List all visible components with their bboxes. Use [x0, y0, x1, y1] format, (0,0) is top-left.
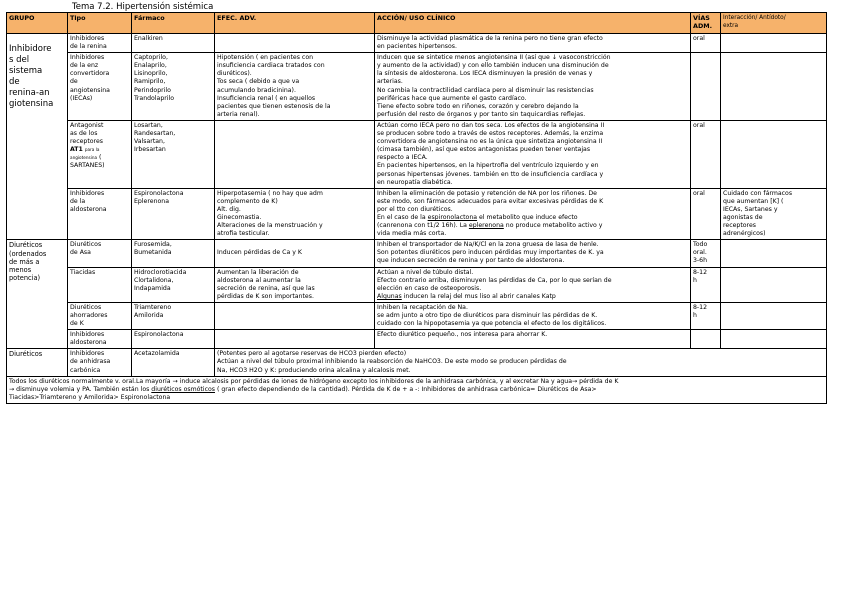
table-row	[7, 302, 827, 329]
efec-cell	[215, 330, 375, 349]
interaccion-cell	[721, 53, 827, 121]
tipo-cell: Diuréticos ahorradores de K	[68, 302, 132, 329]
accion-cell: Actúan como IECA pero no dan tos seca. Los efectos de la angiotensina II se producen sobre todo a través de estos receptores. Además, la enzima convertidora de angiotensina no es la única que sintetiza angiotensina II (cimasa también), así que estos antagonistas pueden tener ventajas respecto a IECA. En pacientes hipertensos, en la hipertrofia del ventrículo izquierdo y en personas hipertensas jóvenes. también en tto de insuficiencia cardíaca y en neuropatía diabética.	[375, 120, 691, 188]
vias-cell: oral	[691, 188, 721, 240]
header-interaccion: Interacción/ Antídoto/ extra	[721, 13, 827, 34]
interaccion-cell	[721, 267, 827, 302]
vias-cell: oral	[691, 120, 721, 188]
tipo-cell: Diuréticos de Asa	[68, 240, 132, 267]
table-row	[7, 240, 827, 267]
header-efectos-adversos: EFEC. ADV.	[215, 13, 375, 34]
header-farmaco: Fármaco	[132, 13, 215, 34]
header-accion-uso-clinico: ACCIÓN/ USO CLÍNICO	[375, 13, 691, 34]
vias-cell: 8-12 h	[691, 302, 721, 329]
efec-cell: Hiperpotasemia ( no hay que adm complemento de K) Alt. dig. Ginecomastia. Alteraciones de la menstruación y atrofia testicular.	[215, 188, 375, 240]
tipo-cell: Inhibidores de la aldosterona	[68, 188, 132, 240]
footer-row	[7, 376, 827, 404]
group-cell-diureticos-anhidrasa: Diuréticos	[7, 349, 68, 376]
efec-cell: Inducen pérdidas de Ca y K	[215, 240, 375, 267]
header-grupo: GRUPO	[7, 13, 68, 34]
farmaco-cell: Triamtereno Amilorida	[132, 302, 215, 329]
vias-cell	[691, 53, 721, 121]
table-row	[7, 120, 827, 188]
interaccion-cell	[721, 302, 827, 329]
footer-note: Todos los diuréticos normalmente v. oral.La mayoría → induce alcalosis por pérdidas de iones de hidrógeno excepto los inhibidores de la anhidrasa carbónica, y al excretar Na y agua→ pérdida de K → disminuye volemia y PA. También están los diuréticos osmóticos ( gran efecto dependiendo de la cantidad). Pérdida de K de + a -: Inhibidores de anhidrasa carbónica= Diuréticos de Asa> Tiacidas>Triamtereno y Amilorida> Espironolactona	[7, 376, 827, 404]
interaccion-cell	[721, 330, 827, 349]
group-cell-diureticos: Diuréticos (ordenados de más a menos potencia)	[7, 240, 68, 349]
tipo-cell: Inhibidores de anhidrasa carbónica	[68, 349, 132, 376]
table-row	[7, 349, 827, 376]
farmaco-cell: Captoprilo, Enalaprilo, Lisinoprilo, Ramiprilo, Perindoprilo Trandolaprilo	[132, 53, 215, 121]
farmaco-cell: Acetazolamida	[132, 349, 215, 376]
group-cell-ras: Inhibidore s del sistema de renina-an giotensina	[7, 34, 68, 240]
accion-cell: Disminuye la actividad plasmática de la renina pero no tiene gran efecto en pacientes hipertensos.	[375, 34, 691, 53]
farmaco-cell: Furosemida, Bumetanida	[132, 240, 215, 267]
table-row	[7, 34, 827, 53]
interaccion-cell	[721, 240, 827, 267]
header-tipo: Tipo	[68, 13, 132, 34]
interaccion-cell	[721, 120, 827, 188]
farmaco-cell: Espironolactona	[132, 330, 215, 349]
tipo-cell: Tiacidas	[68, 267, 132, 302]
hypertension-drug-table	[6, 12, 827, 404]
accion-cell: Inhiben la eliminación de potasio y retención de NA por los riñones. De este modo, son fármacos adecuados para evitar excesivas pérdidas de K por el tto con diuréticos. En el caso de la espironolactona el metabolito que induce efecto (canrenona con t1/2 16h). La eplerenona no produce metabolito activo y vida media más corta.	[375, 188, 691, 240]
header-row	[7, 13, 827, 34]
table-row	[7, 330, 827, 349]
vias-cell	[691, 330, 721, 349]
interaccion-cell	[721, 34, 827, 53]
accion-cell: Efecto diurético pequeño., nos interesa para ahorrar K.	[375, 330, 691, 349]
farmaco-cell: Hidroclorotiacida Clortalidona, Indapamida	[132, 267, 215, 302]
efec-cell	[215, 120, 375, 188]
table-row	[7, 267, 827, 302]
page-title: Tema 7.2. Hipertensión sistémica	[72, 2, 214, 12]
vias-cell: oral	[691, 34, 721, 53]
accion-cell: (Potentes pero al agotarse reservas de HCO3 pierden efecto) Actúan a nivel del túbulo proximal inhibiendo la reabsorción de NaHCO3. De este modo se producen pérdidas de Na, HCO3 H2O y K: produciendo orina alcalina y alcalosis met.	[215, 349, 827, 376]
accion-cell: Inhiben el transportador de Na/K/Cl en la zona gruesa de lasa de henle. Son potentes diuréticos pero inducen pérdidas muy importantes de K. ya que inducen secreción de renina y por tanto de aldosterona.	[375, 240, 691, 267]
farmaco-cell: Espironolactona Eplerenona	[132, 188, 215, 240]
farmaco-cell: Enalkiren	[132, 34, 215, 53]
accion-cell: Actúan a nivel de túbulo distal. Efecto contrario arriba, disminuyen las pérdidas de Ca, por lo que serían de elección en caso de osteoporosis. Algunas inducen la relaj del mus liso al abrir canales Katp	[375, 267, 691, 302]
farmaco-cell: Losartan, Randesartan, Valsartan, Irbesartan	[132, 120, 215, 188]
efec-cell: Aumentan la liberación de aldosterona al aumentar la secreción de renina, así que las pérdidas de K son importantes.	[215, 267, 375, 302]
accion-cell: Inducen que se sintetice menos angiotensina II (así que ↓ vasoconstricción y aumento de la actividad) y con ello también inducen una disminución de la síntesis de aldosterona. Los IECA disminuyen la presión de venas y arterias. No cambia la contractilidad cardíaca pero al disminuir las resistencias periféricas hace que aumente el gasto cardíaco. Tiene efecto sobre todo en riñones, corazón y cerebro dejando la perfusión del resto de órganos y por tanto sin taquicardias reflejas.	[375, 53, 691, 121]
vias-cell: 8-12 h	[691, 267, 721, 302]
table-row	[7, 53, 827, 121]
tipo-cell: Inhibidores de la renina	[68, 34, 132, 53]
tipo-cell: Antagonist as de los receptores AT1 para la angiotensina ( SARTANES)	[68, 120, 132, 188]
interaccion-cell: Cuidado con fármacos que aumentan [K] ( IECAs, Sartanes y agonistas de receptores adrenérgicos)	[721, 188, 827, 240]
header-vias-adm: VÍAS ADM.	[691, 13, 721, 34]
efec-cell	[215, 34, 375, 53]
tipo-cell: Inhibidores aldosterona	[68, 330, 132, 349]
table-row	[7, 188, 827, 240]
accion-cell: Inhiben la recaptación de Na. se adm junto a otro tipo de diuréticos para disminuir las pérdidas de K. cuidado con la hipopotasemia ya que potencia el efecto de los digitálicos.	[375, 302, 691, 329]
efec-cell	[215, 302, 375, 329]
vias-cell: Todo oral. 3-6h	[691, 240, 721, 267]
tipo-cell: Inhibidores de la enz convertidora de angiotensina (IECAs)	[68, 53, 132, 121]
efec-cell: Hipotensión ( en pacientes con insuficiencia cardiaca tratados con diuréticos). Tos seca ( debido a que va acumulando bradicinina). Insuficiencia renal ( en aquellos pacientes que tienen estenosis de la arteria renal).	[215, 53, 375, 121]
